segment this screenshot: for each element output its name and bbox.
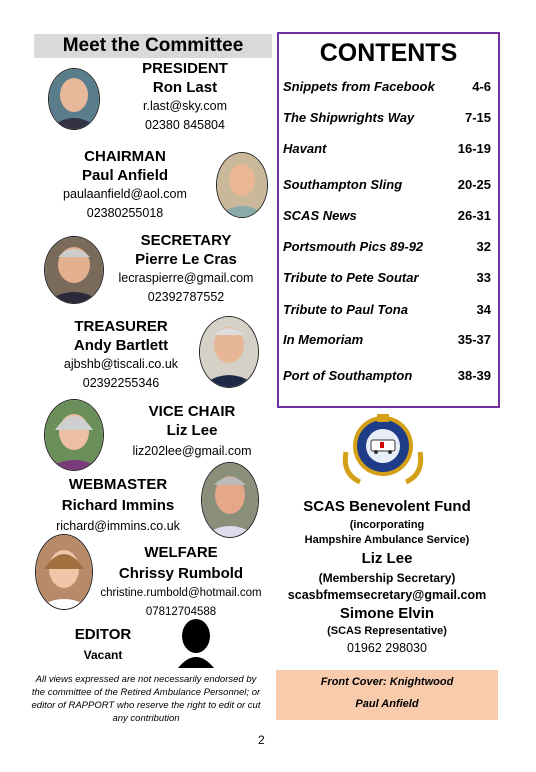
webmaster-block: [48, 474, 188, 537]
treasurer-email[interactable]: ajbshb@tiscali.co.uk: [63, 357, 179, 371]
fund-contact1-role: (Membership Secretary): [318, 571, 456, 585]
toc-pages: 26-31: [457, 208, 491, 223]
toc-pages: 35-37: [457, 332, 491, 347]
toc-title: Havant: [283, 141, 327, 156]
fund-incorporating: (incorporating: [349, 519, 425, 531]
fund-service: Hampshire Ambulance Service): [304, 534, 470, 546]
treasurer-block: [48, 317, 194, 393]
webmaster-email[interactable]: richard@immins.co.uk: [56, 519, 180, 533]
ambulance-badge-icon: [340, 412, 426, 488]
fund-title: SCAS Benevolent Fund: [303, 498, 471, 515]
toc-title: The Shipwrights Way: [283, 110, 415, 125]
toc-title: Snippets from Facebook: [283, 79, 435, 94]
toc-item[interactable]: [283, 208, 493, 223]
fund-contact2-role: (SCAS Representative): [327, 625, 447, 637]
chairman-role: CHAIRMAN: [84, 148, 166, 165]
president-email[interactable]: r.last@sky.com: [143, 99, 227, 113]
welfare-email[interactable]: christine.rumbold@hotmail.com: [100, 587, 262, 599]
chairman-email[interactable]: paulaanfield@aol.com: [63, 187, 187, 201]
toc-item[interactable]: [283, 302, 493, 317]
chairman-name: Paul Anfield: [81, 167, 169, 184]
toc-pages: 4-6: [472, 79, 491, 94]
secretary-block: [110, 231, 262, 307]
toc-pages: 38-39: [457, 368, 491, 383]
toc-pages: 20-25: [457, 177, 491, 192]
webmaster-name: Richard Immins: [61, 497, 175, 514]
toc-item[interactable]: [283, 79, 493, 94]
president-phone: 02380 845804: [145, 118, 225, 132]
toc-title: Tribute to Paul Tona: [283, 302, 408, 317]
page-number: 2: [258, 733, 265, 747]
president-block: [110, 59, 260, 135]
secretary-photo: [44, 236, 104, 304]
front-cover-line2: Paul Anfield: [355, 698, 419, 710]
toc-title: Port of Southampton: [283, 368, 413, 383]
toc-pages: 32: [476, 239, 491, 254]
front-cover-line1: Front Cover: Knightwood: [320, 676, 454, 688]
toc-title: In Memoriam: [283, 332, 364, 347]
toc-title: Tribute to Pete Soutar: [283, 270, 419, 285]
treasurer-phone: 02392255346: [82, 376, 160, 390]
fund-contact2-name: Simone Elvin: [339, 605, 435, 622]
treasurer-name: Andy Bartlett: [73, 337, 169, 354]
toc-title: Southampton Sling: [283, 177, 403, 192]
toc-pages: 16-19: [457, 141, 491, 156]
toc-item[interactable]: [283, 110, 493, 125]
chairman-phone: 02380255018: [86, 206, 164, 220]
toc-item[interactable]: [283, 270, 493, 285]
toc-item[interactable]: [283, 368, 493, 383]
chairman-block: [50, 147, 200, 223]
editor-silhouette-icon: [174, 618, 218, 668]
treasurer-role: TREASURER: [74, 318, 168, 335]
welfare-role: WELFARE: [144, 544, 218, 561]
fund-email[interactable]: scasbfmemsecretary@gmail.com: [287, 588, 487, 602]
contents-box: [277, 32, 500, 408]
disclaimer: All views expressed are not necessarily endorsed by the committee of the Retired Ambulance Personnel; or editor of RAPPORT who reserve the right to edit or cut any contribution: [31, 674, 261, 724]
secretary-email[interactable]: lecraspierre@gmail.com: [118, 271, 254, 285]
vice-chair-block: [122, 402, 262, 461]
secretary-phone: 02392787552: [147, 290, 225, 304]
webmaster-photo: [201, 462, 259, 538]
chairman-photo: [216, 152, 268, 218]
fund-phone: 01962 298030: [347, 641, 427, 655]
toc-item[interactable]: [283, 239, 493, 254]
editor-name: Vacant: [83, 648, 123, 662]
toc-item[interactable]: [283, 141, 493, 156]
toc-title: SCAS News: [283, 208, 357, 223]
welfare-name: Chrissy Rumbold: [118, 565, 244, 582]
editor-role: EDITOR: [74, 626, 132, 643]
president-name: Ron Last: [152, 79, 218, 96]
vice-chair-role: VICE CHAIR: [148, 403, 236, 420]
toc-item[interactable]: [283, 332, 493, 347]
welfare-block: [96, 542, 266, 622]
toc-pages: 34: [476, 302, 491, 317]
toc-pages: 33: [476, 270, 491, 285]
toc-item[interactable]: [283, 177, 493, 192]
vice-chair-photo: [44, 399, 104, 471]
welfare-phone: 07812704588: [145, 606, 217, 618]
welfare-photo: [35, 534, 93, 610]
vice-chair-name: Liz Lee: [166, 422, 218, 439]
president-photo: [48, 68, 100, 130]
toc-title: Portsmouth Pics 89-92: [283, 239, 424, 254]
editor-block: [58, 624, 148, 665]
vice-chair-email[interactable]: liz202lee@gmail.com: [132, 444, 252, 458]
secretary-name: Pierre Le Cras: [135, 251, 237, 268]
webmaster-role: WEBMASTER: [68, 476, 168, 493]
committee-heading: Meet the Committee: [34, 34, 272, 58]
president-role: PRESIDENT: [142, 60, 228, 77]
treasurer-photo: [199, 316, 259, 388]
secretary-role: SECRETARY: [140, 232, 232, 249]
toc-pages: 7-15: [464, 110, 491, 125]
front-cover-box: [276, 670, 498, 720]
contents-title: CONTENTS: [319, 39, 458, 67]
fund-contact1-name: Liz Lee: [361, 550, 413, 567]
